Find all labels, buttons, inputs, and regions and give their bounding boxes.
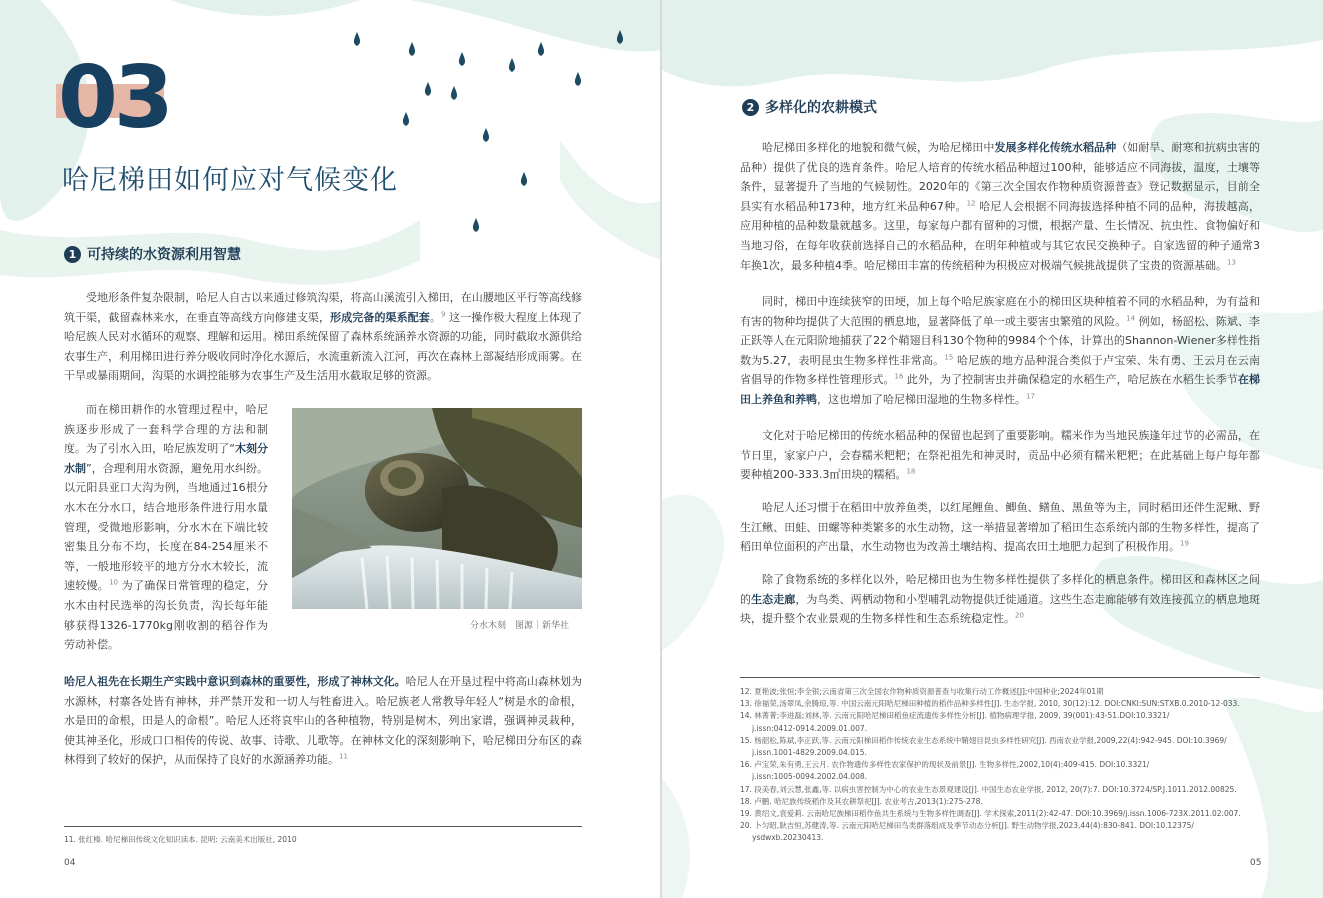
footnote-19: 19. 黄绍文,袁爱莉. 云南哈尼族梯田稻作鱼共生系统与生物多样性调查[J]. 学术探索,2011(2):42-47. DOI:10.3969/j.issn.1006-723X.2011.02.007. bbox=[740, 809, 1241, 819]
rain-drops-decoration bbox=[350, 30, 650, 240]
page-number-left: 04 bbox=[64, 858, 76, 868]
section-number-badge: 2 bbox=[742, 99, 759, 116]
paragraph-glutinous-rice: 文化对于哈尼梯田的传统水稻品种的保留也起到了重要影响。糯米作为当地民族逢年过节的必需品，在节日里，家家户户，会春糯米粑粑；在祭祀祖先和神灵时，贡品中必须有糯米粑粑；在此基础上每户每年都要种植200-333.3㎡田块的糯稻。$^{18}$ bbox=[740, 429, 1260, 482]
paragraph-fish-in-paddy: 哈尼人还习惯于在稻田中放养鱼类，以红尾鲤鱼、鲫鱼、鳝鱼、黑鱼等为主，同时稻田还伴生泥鳅、野生江鳅、田蛙、田螺等种类繁多的水生动物，这一举措显著增加了稻田生态系统内部的生物多样性，提高了稻田单位面积的产出量，水生动物也为改善土壤结构、提高农田土地肥力起到了积极作用。$^{19}$ bbox=[740, 501, 1260, 554]
footnote-ref: 20 bbox=[1015, 611, 1024, 620]
water-dividing-wood-photo bbox=[292, 408, 582, 609]
footnote-16-cont: j.issn:1005-0094.2002.04.008. bbox=[752, 772, 868, 782]
footnote-15-cont: j.issn.1001-4829.2009.04.015. bbox=[752, 748, 867, 758]
chapter-number: 03 bbox=[58, 48, 170, 148]
chapter-number-block bbox=[56, 48, 170, 148]
footnote-ref: 16 bbox=[894, 372, 904, 381]
footnote-ref: 15 bbox=[944, 353, 954, 362]
left-page bbox=[0, 0, 661, 898]
right-page bbox=[662, 0, 1323, 898]
footnote-12: 12. 夏艳波;张恒;李全银;云南省第三次全国农作物种质资源普查与收集行动工作概述[J];中国种业;2024年01期 bbox=[740, 687, 1104, 696]
footnote-14-cont: j.issn:0412-0914.2009.01.007. bbox=[752, 723, 868, 733]
chapter-title: 哈尼梯田如何应对气候变化 bbox=[62, 165, 398, 196]
page-number-right: 05 bbox=[1250, 858, 1262, 868]
footnote-13: 13. 徐福荣,汤翠凤,余腾琼,等. 中国云南元阳哈尼梯田种植的稻作品种多样性[J]. 生态学报, 2010, 30(12):12. DOI:CNKI:SUN:STXB.0.2010-12-033. bbox=[740, 699, 1240, 709]
photo-caption: 分水木刻 图源｜新华社 bbox=[470, 621, 570, 631]
footnote-ref: 14 bbox=[1126, 313, 1136, 322]
paragraph-sacred-forest: 哈尼人祖先在长期生产实践中意识到森林的重要性，形成了神林文化。哈尼人在开垦过程中将高山森林划为水源林，村寨各处皆有神林，并严禁开发和一切人与牲畜进入。哈尼族老人常教导年轻人“树是水的命根，水是田的命根，田是人的命根”。哈尼人还将哀牢山的各种植物，特别是树木，列出家谱，强调神灵栽种，使其神圣化，形成口口相传的传说、故事、诗歌、儿歌等。在神林文化的深刻影响下，哈尼梯田分布区的森林得到了较好的保护，从而保持了良好的水源涵养功能。$^{11}$ bbox=[64, 675, 582, 767]
footnote-20: 20. 卜匀昭,耿吉恒,苏健涛,等. 云南元阳哈尼梯田鸟类群落组成及季节动态分析[J]. 野生动物学报,2023,44(4):830-841. DOI:10.12375/ bbox=[740, 821, 1194, 831]
section-heading-1 bbox=[64, 244, 241, 264]
footnote-11: 11. 张红榛. 哈尼梯田传统文化知识读本. 昆明: 云南美术出版社, 2010 bbox=[64, 835, 297, 844]
section-heading-text: 可持续的水资源利用智慧 bbox=[87, 247, 241, 263]
footnote-ref: 18 bbox=[906, 467, 916, 476]
section-heading-text: 多样化的农耕模式 bbox=[765, 100, 877, 116]
footnote-20-cont: ysdwxb.20230413. bbox=[752, 833, 824, 843]
footnote-divider bbox=[64, 826, 582, 827]
footnote-ref: 12 bbox=[966, 199, 976, 208]
footnote-list bbox=[740, 686, 1280, 845]
paragraph-habitat-biodiversity: 同时，梯田中连续狭窄的田埂，加上每个哈尼族家庭在小的梯田区块种植着不同的水稻品种，为有益和有害的物种均提供了大范围的栖息地，显著降低了单一或主要害虫繁殖的风险。$^{14}$ 例如，杨韶松、陈斌、李正跃等人在元阳阶地捕获了22个鞘翅目科130个物种的9984个个体，计算出的Shannon-Wiener多样性指数为5.27，表明昆虫生物多样性非常高。$^{15}$ 哈尼族的地方品种混合类似于卢宝荣、朱有勇、王云月在云南省倡导的作物多样性管理形式。$^{16}$ 此外，为了控制害虫并确保稳定的水稻生产，哈尼族在水稻生长季节在梯田上养鱼和养鸭，这也增加了哈尼梯田湿地的生物多样性。$^{17}$ bbox=[740, 295, 1261, 406]
footnote-18: 18. 卢鹏. 哈尼族传统稻作及其农耕祭祀[J]. 农业考古,2013(1):275-278. bbox=[740, 796, 983, 806]
section-heading-2 bbox=[742, 97, 877, 117]
footnote-15: 15. 杨韶松,陈斌,李正跃,等. 云南元阳梯田稻作传统农业生态系统中鞘翅目昆虫多样性研究[J]. 西南农业学报,2009,22(4):942-945. DOI:10.3969/ bbox=[740, 735, 1227, 745]
footnote-ref: 10 bbox=[109, 578, 118, 587]
footnote-17: 17. 段美春,刘云慧,张鑫,等. 以病虫害控制为中心的农业生态景观建设[J]. 中国生态农业学报, 2012, 20(7):7. DOI:10.3724/SP.J.1011.2012.00825. bbox=[740, 784, 1237, 794]
footnote-divider bbox=[740, 677, 1260, 678]
footnote-16: 16. 卢宝荣,朱有勇,王云月. 农作物遗传多样性农家保护的现状及前景[J]. 生物多样性,2002,10(4):409-415. DOI:10.3321/ bbox=[740, 760, 1150, 770]
paragraph-water-channels: 受地形条件复杂限制，哈尼人自古以来通过修筑沟渠，将高山溪流引入梯田，在山腰地区平行等高线修筑干渠，截留森林来水，在垂直等高线方向修建支渠，形成完备的渠系配套。$^9$ 这一操作极大程度上体现了哈尼族人民对水循环的观察、理解和运用。梯田系统保留了森林系统涵养水资源的功能，同时截取水源供给农事生产，利用梯田进行养分吸收同时净化水源后，水流重新流入江河，再次在森林上部凝结形成雨雾。在干旱或暴雨期间，沟渠的水调控能够为农事生产及生活用水截取足够的资源。 bbox=[64, 291, 583, 383]
paragraph-water-management: 而在梯田耕作的水管理过程中，哈尼族逐步形成了一套科学合理的方法和制度。为了引水入田，哈尼族发明了“木刻分水制”，合理利用水资源，避免用水纠纷。以元阳县亚口大沟为例，当地通过16根分水木在分水口，结合地形条件进行用水量管理，受微地形影响，分水木在下端比较密集且分布不均，长度在84-254厘米不等，一般地形较平的地方分水木较长，流速较慢。$^{10}$ 为了确保日常管理的稳定，分水木由村民选举的沟长负责，沟长每年能够获得1326-1770kg刚收割的稻谷作为劳动补偿。 bbox=[64, 403, 269, 652]
footnote-ref: 11 bbox=[339, 752, 348, 761]
paragraph-ecological-corridor: 除了食物系统的多样化以外，哈尼梯田也为生物多样性提供了多样化的栖息条件。梯田区和森林区之间的生态走廊，为鸟类、两栖动物和小型哺乳动物提供迁徙通道。这些生态走廊能够有效连接孤立的栖息地斑块，提升整个农业景观的生物多样性和生态系统稳定性。$^{20}$ bbox=[740, 573, 1261, 626]
footnote-ref: 13 bbox=[1227, 257, 1236, 266]
footnote-ref: 19 bbox=[1180, 539, 1189, 548]
paragraph-rice-varieties: 哈尼梯田多样化的地貌和微气候，为哈尼梯田中发展多样化传统水稻品种（如耐旱、耐寒和抗病虫害的品种）提供了优良的选育条件。哈尼人培育的传统水稻品种超过100种，能够适应不同海拔，温度，土壤等条件，显著提升了当地的气候韧性。2020年的《第三次全国农作物种质资源普查》登记数据显示，目前全县实有水稻品种173种，地方红米品种67种。$^{12}$ 哈尼人会根据不同海拔选择种植不同的品种，海拔越高，应用种植的品种数量就越多。这里，每家每户都有留种的习惯，根据产量、生长情况、抗虫性、食物偏好和当地习俗，在每年收获前选择自己的水稻品种，在明年种植或与其它农民交换种子。自家选留的种子通常3年换1次，最多种植4季。哈尼梯田丰富的传统稻种为积极应对极端气候挑战提供了宝贵的资源基础。$^{13}$ bbox=[740, 141, 1261, 272]
footnote-14: 14. 林菁菁;李进磊;刘林,等. 云南元阳哈尼梯田稻鱼症流遗传多样性分析[J]. 植物病理学报, 2009, 39(001):43-51.DOI:10.3321/ bbox=[740, 711, 1170, 721]
footnote-ref: 9 bbox=[441, 309, 446, 318]
section-number-badge: 1 bbox=[64, 246, 81, 263]
footnote-ref: 17 bbox=[1026, 392, 1035, 401]
